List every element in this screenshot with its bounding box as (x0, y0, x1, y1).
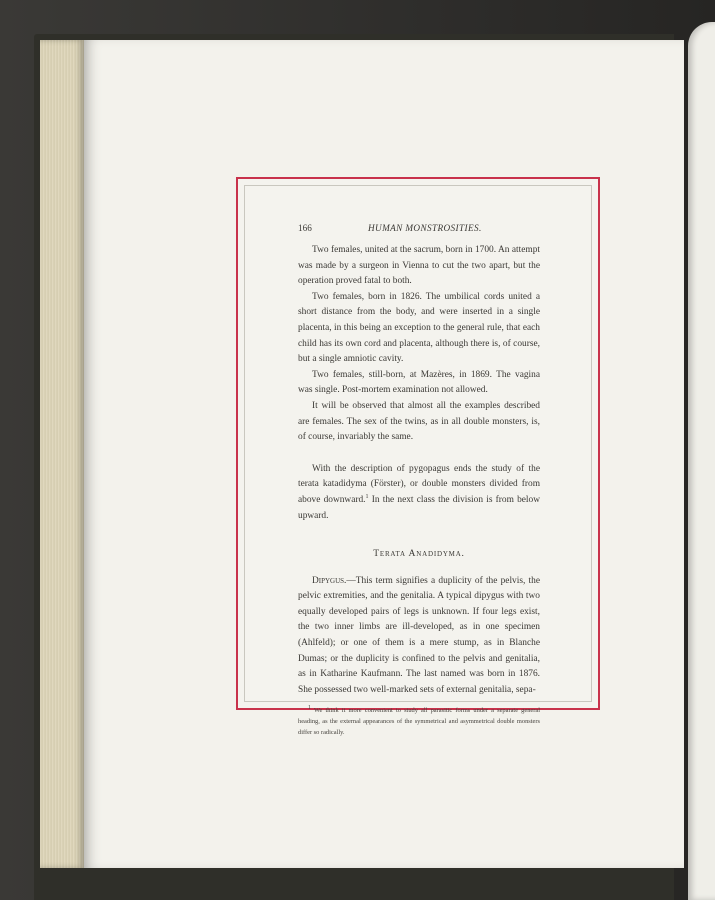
paragraph-4: It will be observed that almost all the examples described are females. The sex of the twins, as in all double monsters, is, of course, invariably the same. (298, 400, 540, 443)
page-text (298, 221, 540, 738)
plate-frame (236, 177, 600, 736)
dipygus-text: —This term signifies a duplicity of the pelvis, the pelvic extremities, and the genitalia. A typical dipygus with two equally developed pairs of legs is unknown. If four legs exist, the two inner limbs are ill-developed, as in one specimen (Ahlfeld); or one of them is a mere stump, as in Blanche Dumas; or the duplicity is confined to the pelvis and genitalia, as in Katharine Kaufmann. The last named was born in 1876. She possessed two well-marked sets of external genitalia, sepa- (298, 575, 540, 695)
paragraph-3: Two females, still-born, at Mazères, in 1869. The vagina was single. Post-mortem examination not allowed. (298, 369, 540, 396)
spacer (298, 524, 540, 540)
page-number: 166 (298, 223, 312, 233)
page-block-edges (40, 40, 84, 868)
footnote-marker: 1 (308, 705, 311, 712)
paragraph-pygopagus (298, 462, 540, 524)
spacer (298, 446, 540, 462)
footnote-reference: 1 (365, 493, 369, 500)
paragraph-dipygus (298, 574, 540, 699)
footnote-text (298, 706, 540, 738)
facing-page-edge (688, 22, 715, 900)
paragraph-1: Two females, united at the sacrum, born in 1700. An attempt was made by a surgeon in Vienna to cut the two apart, but the operation proved fatal to both. (298, 245, 540, 287)
footnote (298, 706, 540, 738)
paragraph-pygopagus-rest: In the next class the division is from below upward. (298, 494, 540, 521)
paragraph-pygopagus-text: With the description of pygopagus ends the study of the terata katadidyma (Förster), or double monsters divided from above downward. (298, 463, 540, 505)
paragraph-2: Two females, born in 1826. The umbilical cords united a short distance from the body, and were inserted in a single placenta, in this being an exception to the general rule, that each child has its own cord and placenta, although there is, of course, but a single amniotic cavity. (298, 291, 540, 365)
running-head (298, 221, 540, 237)
section-heading: Terata Anadidyma. (373, 548, 465, 560)
dipygus-term: Dipygus. (312, 575, 347, 586)
footnote-body: We think it more convenient to study all parasitic forms under a separate general heading, as the external appearances of the symmetrical and asymmetrical double monsters differ so radically. (298, 707, 540, 736)
running-title: HUMAN MONSTROSITIES. (368, 223, 482, 233)
